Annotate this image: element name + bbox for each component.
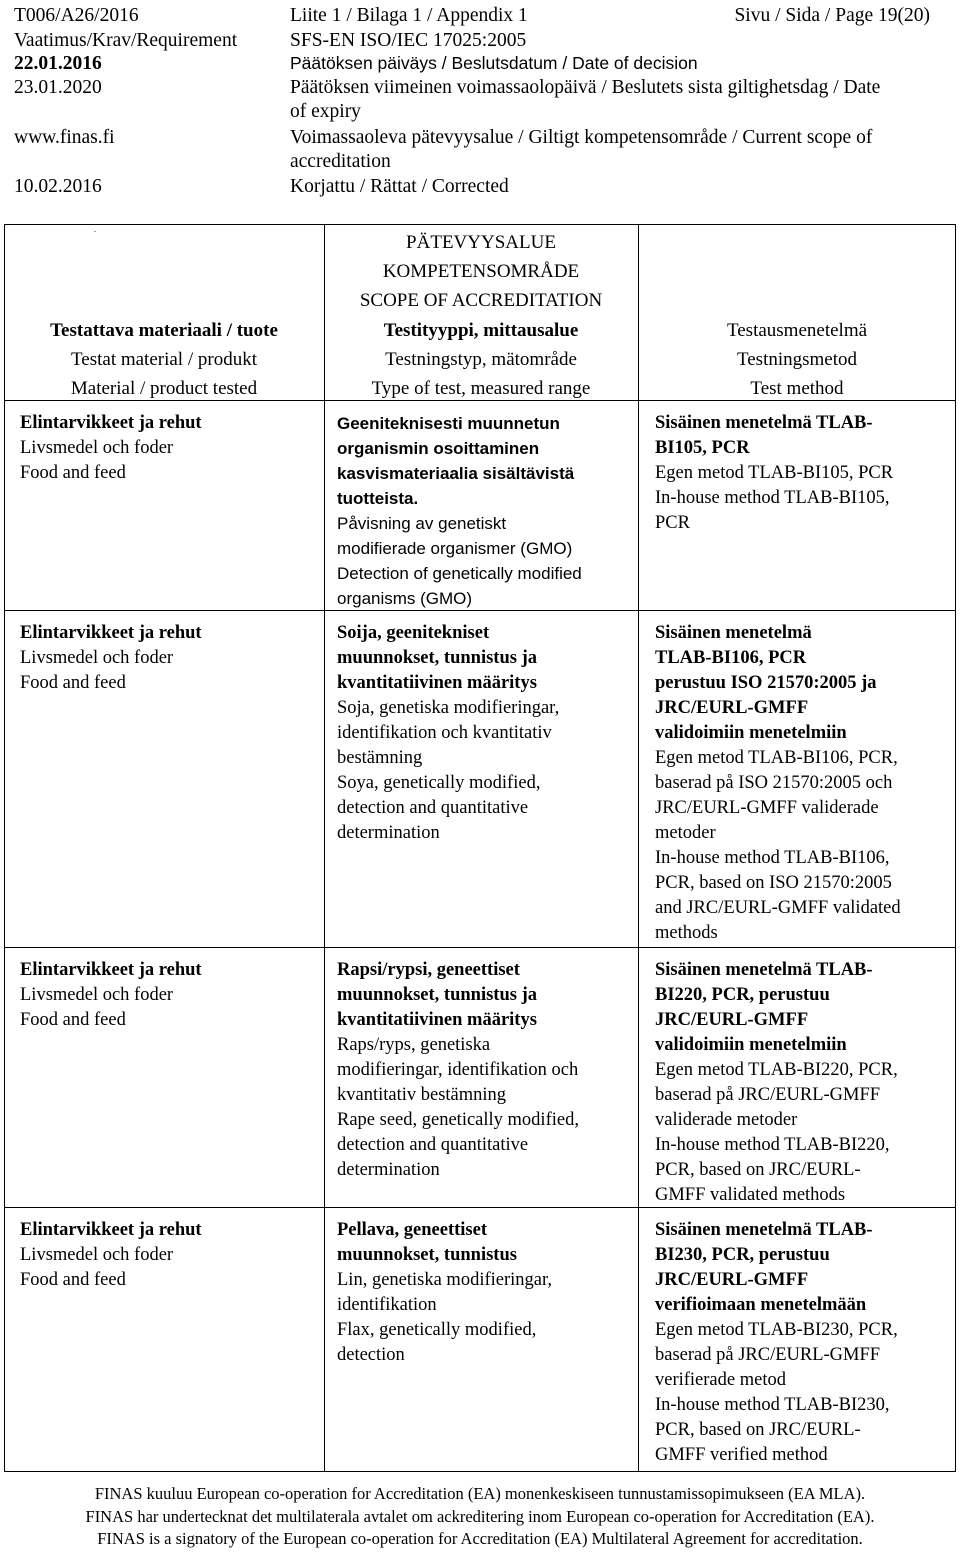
stray-dot: . [94,225,96,234]
method-line: In-house method TLAB-BI105, [655,488,890,508]
requirement-label: Vaatimus/Krav/Requirement [14,30,238,51]
scope-title-fi: PÄTEVYYSALUE [406,232,556,253]
material-sv: Livsmedel och foder [20,1245,174,1265]
test-line: bestämning [337,748,423,768]
test-line: modifierade organismer (GMO) [337,539,573,558]
method-line: baserad på JRC/EURL-GMFF [655,1085,881,1105]
column-header-material [4,316,324,403]
material-fi: Elintarvikkeet ja rehut [20,1220,202,1240]
header-material-fi: Testattava materiaali / tuote [50,320,278,341]
method-line: Egen metod TLAB-BI230, PCR, [655,1320,898,1340]
method-line: Sisäinen menetelmä TLAB- [655,960,873,980]
footer-line-en: FINAS is a signatory of the European co-operation for Accreditation (EA) Multilateral Agreement for accreditation. [97,1529,863,1548]
method-line: JRC/EURL-GMFF [655,1010,809,1030]
page-number: Sivu / Sida / Page 19(20) [734,5,930,26]
column-header-test-type [324,316,638,403]
test-line: Raps/ryps, genetiska [337,1035,491,1055]
row-3-test [337,958,579,1183]
scope-label-cont: accreditation [290,151,391,172]
decision-date: 22.01.2016 [14,53,102,74]
method-line: verifioimaan menetelmään [655,1295,867,1315]
method-line: JRC/EURL-GMFF [655,1270,809,1290]
method-line: Sisäinen menetelmä TLAB- [655,1220,873,1240]
header-test-sv: Testningstyp, mätområde [385,349,577,370]
method-line: TLAB-BI106, PCR [655,648,807,668]
test-line: muunnokset, tunnistus [337,1245,517,1265]
method-line: BI220, PCR, perustuu [655,985,830,1005]
column-divider [324,225,325,1471]
test-line: Pellava, geneettiset [337,1220,487,1240]
expiry-date: 23.01.2020 [14,77,102,98]
test-line: identifikation och kvantitativ [337,723,552,743]
material-en: Food and feed [20,1270,126,1290]
column-divider [638,225,639,1471]
method-line: In-house method TLAB-BI220, [655,1135,890,1155]
method-line: validerade metoder [655,1110,798,1130]
row-3-material [20,958,202,1033]
appendix-label: Liite 1 / Bilaga 1 / Appendix 1 [290,5,528,26]
test-line: Geeniteknisesti muunnetun [337,414,560,433]
row-2-method [655,621,901,946]
scope-table [4,224,956,1472]
test-line: organismin osoittaminen [337,439,540,458]
method-line: PCR, based on ISO 21570:2005 [655,873,892,893]
header-method-fi: Testausmenetelmä [726,320,868,341]
corrected-label: Korjattu / Rättat / Corrected [290,176,509,197]
row-divider [4,947,956,948]
test-line: Detection of genetically modified [337,564,582,583]
method-line: Egen metod TLAB-BI220, PCR, [655,1060,898,1080]
test-line: kasvismateriaalia sisältävistä [337,464,575,483]
footer-line-fi: FINAS kuuluu European co-operation for Accreditation (EA) monenkeskiseen tunnustamissopimukseen (EA MLA). [94,1484,866,1503]
header-material-sv: Testat material / produkt [71,349,257,370]
method-line: Egen metod TLAB-BI106, PCR, [655,748,898,768]
header-material-en: Material / product tested [70,378,258,399]
decision-label: Päätöksen päiväys / Beslutsdatum / Date of decision [290,53,698,73]
method-line: PCR, based on JRC/EURL- [655,1160,861,1180]
test-line: determination [337,1160,440,1180]
test-line: detection and quantitative [337,798,529,818]
method-line: BI230, PCR, perustuu [655,1245,830,1265]
method-line: In-house method TLAB-BI106, [655,848,890,868]
test-line: Påvisning av genetiskt [337,514,507,533]
row-4-material [20,1218,202,1293]
material-fi: Elintarvikkeet ja rehut [20,623,202,643]
method-line: JRC/EURL-GMFF validerade [655,798,879,818]
test-line: muunnokset, tunnistus ja [337,648,537,668]
expiry-label: Päätöksen viimeinen voimassaolopäivä / Beslutets sista giltighetsdag / Date [290,77,881,98]
material-en: Food and feed [20,463,126,483]
test-line: Rapsi/rypsi, geneettiset [337,960,520,980]
test-line: identifikation [337,1295,437,1315]
doc-id: T006/A26/2016 [14,5,139,26]
expiry-label-cont: of expiry [290,101,361,122]
corrected-date: 10.02.2016 [14,176,102,197]
material-fi: Elintarvikkeet ja rehut [20,960,202,980]
method-line: validoimiin menetelmiin [655,723,847,743]
header-method-sv: Testningsmetod [736,349,858,370]
material-fi: Elintarvikkeet ja rehut [20,413,202,433]
website-link[interactable]: www.finas.fi [14,127,115,148]
test-line: Soja, genetiska modifieringar, [337,698,560,718]
method-line: Sisäinen menetelmä [655,623,812,643]
test-line: muunnokset, tunnistus ja [337,985,537,1005]
header-method-en: Test method [750,378,844,399]
method-line: baserad på JRC/EURL-GMFF [655,1345,881,1365]
scope-label: Voimassaoleva pätevyysalue / Giltigt kompetensområde / Current scope of [290,127,873,148]
method-line: In-house method TLAB-BI230, [655,1395,890,1415]
method-line: PCR [655,513,690,533]
row-2-material [20,621,202,696]
row-1-method [655,411,893,536]
method-line: Sisäinen menetelmä TLAB- [655,413,873,433]
row-1-test [337,411,582,611]
method-line: methods [655,923,718,943]
test-line: Soya, genetically modified, [337,773,541,793]
row-1-material [20,411,202,486]
method-line: BI105, PCR [655,438,750,458]
test-line: determination [337,823,440,843]
method-line: baserad på ISO 21570:2005 och [655,773,893,793]
test-line: kvantitatiivinen määritys [337,1010,537,1030]
material-sv: Livsmedel och foder [20,438,174,458]
test-line: organisms (GMO) [337,589,473,608]
column-header-method [638,316,956,403]
test-line: modifieringar, identifikation och [337,1060,579,1080]
table-border-right [955,225,956,1471]
material-en: Food and feed [20,673,126,693]
material-sv: Livsmedel och foder [20,985,174,1005]
test-line: kvantitatiivinen määritys [337,673,537,693]
test-line: tuotteista. [337,489,419,508]
header-test-fi: Testityyppi, mittausalue [383,320,579,341]
test-line: detection and quantitative [337,1135,529,1155]
test-line: Soija, geenitekniset [337,623,490,643]
method-line: Egen metod TLAB-BI105, PCR [655,463,894,483]
method-line: PCR, based on JRC/EURL- [655,1420,861,1440]
test-line: Rape seed, genetically modified, [337,1110,579,1130]
method-line: metoder [655,823,716,843]
method-line: perustuu ISO 21570:2005 ja [655,673,877,693]
test-line: Lin, genetiska modifieringar, [337,1270,553,1290]
method-line: verifierade metod [655,1370,786,1390]
method-line: GMFF verified method [655,1445,828,1465]
material-sv: Livsmedel och foder [20,648,174,668]
scope-title [324,228,638,315]
scope-title-en: SCOPE OF ACCREDITATION [359,290,603,311]
header-test-en: Type of test, measured range [371,378,591,399]
scope-title-sv: KOMPETENSOMRÅDE [382,261,580,282]
method-line: validoimiin menetelmiin [655,1035,847,1055]
method-line: and JRC/EURL-GMFF validated [655,898,901,918]
row-3-method [655,958,898,1208]
test-line: kvantitativ bestämning [337,1085,507,1105]
requirement-value: SFS-EN ISO/IEC 17025:2005 [290,30,527,51]
test-line: Flax, genetically modified, [337,1320,537,1340]
document-footer [0,1483,960,1551]
row-2-test [337,621,559,846]
method-line: GMFF validated methods [655,1185,846,1205]
row-4-method [655,1218,898,1468]
material-en: Food and feed [20,1010,126,1030]
method-line: JRC/EURL-GMFF [655,698,809,718]
test-line: detection [337,1345,405,1365]
footer-line-sv: FINAS har undertecknat det multilaterala avtalet om ackreditering inom European co-operation for Accreditation (EA). [85,1506,875,1526]
table-border-left [4,225,5,1471]
row-4-test [337,1218,552,1368]
